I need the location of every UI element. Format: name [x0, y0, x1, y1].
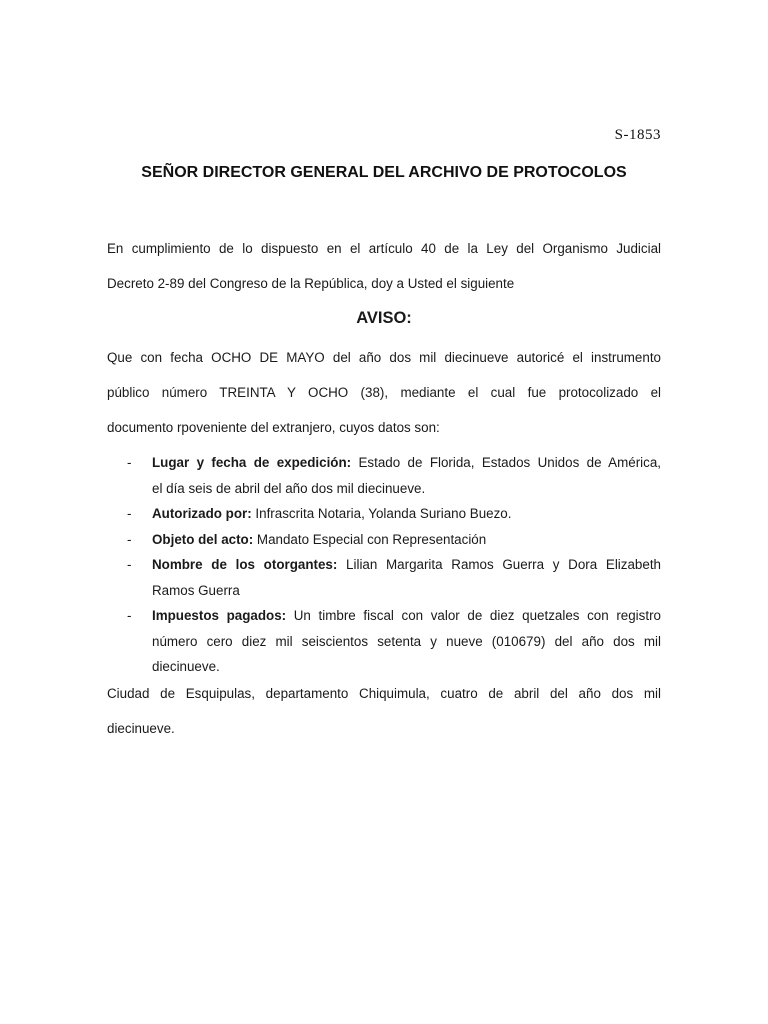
aviso-title: AVISO:	[356, 309, 412, 327]
body-line-1: Que con fecha OCHO DE MAYO del año dos mil diecinueve autoricé el instrumento	[107, 350, 661, 365]
list-item	[107, 450, 661, 501]
intro-line-1: En cumplimiento de lo dispuesto en el artículo 40 de la Ley del Organismo Judicial	[107, 241, 661, 256]
list-item-text: Lilian Margarita Ramos Guerra y Dora Elizabeth	[346, 557, 661, 572]
body-line-3: documento rpoveniente del extranjero, cuyos datos son:	[107, 420, 440, 435]
list-item-text: Infrascrita Notaria, Yolanda Suriano Buezo.	[255, 506, 512, 521]
list-item-text: Un timbre fiscal con valor de diez quetzales con registro	[293, 608, 661, 623]
list-item	[107, 552, 661, 603]
list-item-line: Ramos Guerra	[152, 582, 240, 598]
list-item-line: número cero diez mil seiscientos setenta y nueve (010679) del año dos mil	[152, 633, 661, 649]
list-bullet: -	[127, 531, 132, 547]
body-line-2: público número TREINTA Y OCHO (38), mediante el cual fue protocolizado el	[107, 385, 661, 400]
list-item-line	[152, 603, 661, 629]
closing-line-2: diecinueve.	[107, 721, 175, 736]
list-item-label: Nombre de los otorgantes:	[152, 557, 338, 572]
list-item	[107, 603, 661, 680]
list-item-label: Impuestos pagados:	[152, 608, 287, 623]
list-item-line	[152, 501, 661, 527]
list-item-label: Lugar y fecha de expedición:	[152, 455, 352, 470]
list-bullet: -	[127, 455, 132, 470]
list-item-line: el día seis de abril del año dos mil diecinueve.	[152, 480, 426, 496]
list-item-line	[152, 552, 661, 578]
list-item-label: Autorizado por:	[152, 506, 252, 521]
list-item-text: Mandato Especial con Representación	[256, 531, 487, 547]
list-item-line	[152, 527, 661, 553]
list-item-text: Estado de Florida, Estados Unidos de América,	[358, 455, 661, 470]
details-list	[107, 450, 661, 680]
list-bullet: -	[127, 608, 132, 623]
intro-line-2: Decreto 2-89 del Congreso de la República, doy a Usted el siguiente	[107, 276, 515, 291]
list-item-line: diecinueve.	[152, 659, 220, 674]
document-heading: SEÑOR DIRECTOR GENERAL DEL ARCHIVO DE PROTOCOLOS	[141, 164, 627, 181]
reference-number: S-1853	[614, 127, 661, 143]
list-item	[107, 501, 661, 527]
list-bullet: -	[127, 557, 132, 572]
list-item-label: Objeto del acto:	[152, 531, 254, 547]
list-bullet: -	[127, 506, 132, 521]
list-item-line	[152, 450, 661, 476]
closing-line-1: Ciudad de Esquipulas, departamento Chiquimula, cuatro de abril del año dos mil	[107, 686, 661, 701]
list-item	[107, 527, 661, 553]
